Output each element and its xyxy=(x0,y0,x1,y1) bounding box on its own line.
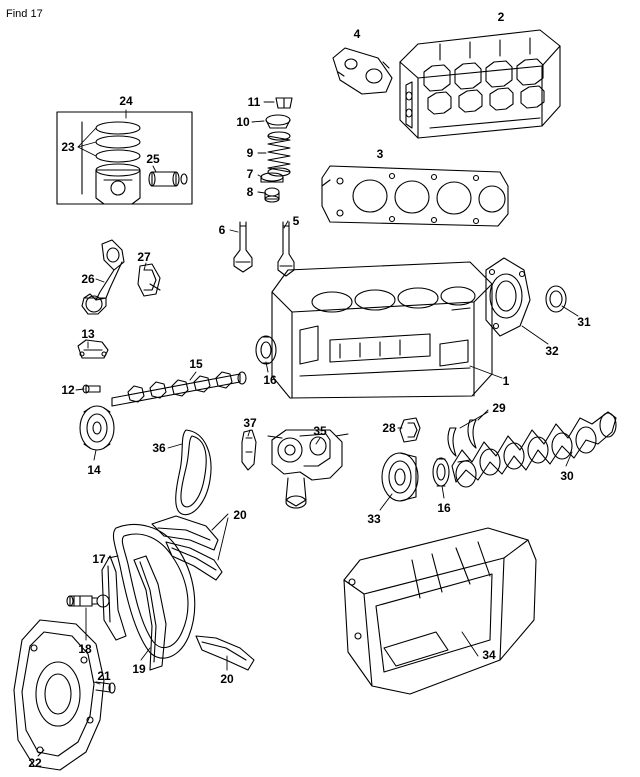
find-label: Find 17 xyxy=(6,8,43,20)
part-timing-chain xyxy=(102,525,195,659)
leader-33 xyxy=(380,494,392,510)
callout-34: 34 xyxy=(482,648,496,662)
leader-1 xyxy=(470,366,502,378)
leader-35 xyxy=(316,438,320,444)
part-oil-pump xyxy=(268,430,348,508)
callout-36: 36 xyxy=(152,441,166,455)
part-crankshaft-seal-left xyxy=(256,336,276,364)
part-oil-pump-tensioner xyxy=(242,430,256,470)
part-crankshaft-pulley xyxy=(382,453,418,501)
callout-13: 13 xyxy=(81,327,95,341)
part-valve-spring xyxy=(268,132,290,176)
part-connecting-rod-bearing xyxy=(138,264,160,296)
callout-21: 21 xyxy=(97,669,111,683)
part-rear-main-seal xyxy=(486,258,530,336)
leader-32 xyxy=(522,326,548,344)
callout-16: 16 xyxy=(263,373,277,387)
part-head-gasket xyxy=(322,166,508,226)
callout-35: 35 xyxy=(313,424,327,438)
callout-6: 6 xyxy=(218,223,226,237)
callout-31: 31 xyxy=(577,315,591,329)
leader-23 xyxy=(78,128,96,156)
part-camshaft-cap-bolt xyxy=(83,385,100,393)
leader-14 xyxy=(94,450,96,460)
callout-9: 9 xyxy=(246,146,254,160)
callout-19: 19 xyxy=(132,662,146,676)
part-camshaft xyxy=(112,372,246,406)
leader-36 xyxy=(168,444,182,448)
callout-14: 14 xyxy=(87,463,101,477)
callout-37: 37 xyxy=(243,416,257,430)
callout-12: 12 xyxy=(61,383,75,397)
callout-20b: 20 xyxy=(220,672,234,686)
part-piston-assembly-box xyxy=(57,112,192,204)
part-rear-seal-ring xyxy=(546,286,566,312)
callout-2: 2 xyxy=(497,10,505,24)
part-valve-spring-retainer xyxy=(266,115,290,128)
callout-30: 30 xyxy=(560,469,574,483)
callout-16b: 16 xyxy=(437,501,451,515)
leader-30 xyxy=(566,452,572,466)
leader-15 xyxy=(190,372,196,380)
callout-25: 25 xyxy=(146,152,160,166)
callout-11: 11 xyxy=(247,95,261,109)
callout-26: 26 xyxy=(81,272,95,286)
callout-5: 5 xyxy=(292,214,300,228)
leader-31 xyxy=(562,306,578,316)
part-cylinder-head-right xyxy=(400,30,560,138)
callout-27: 27 xyxy=(137,250,151,264)
callout-22: 22 xyxy=(28,756,42,770)
leader-5 xyxy=(284,221,288,228)
leader-16b xyxy=(442,486,444,498)
part-chain-tensioner-rail-upper xyxy=(152,516,222,580)
part-valve-keeper xyxy=(276,98,292,108)
leader-19 xyxy=(141,648,150,660)
callout-18: 18 xyxy=(78,642,92,656)
callout-32: 32 xyxy=(545,344,559,358)
leader-6 xyxy=(230,230,238,232)
callout-15: 15 xyxy=(189,357,203,371)
callout-24: 24 xyxy=(119,94,133,108)
part-pulley-seal xyxy=(433,458,449,486)
part-camshaft-sprocket xyxy=(80,406,114,450)
callout-1: 1 xyxy=(502,374,510,388)
callout-29: 29 xyxy=(492,401,506,415)
part-oil-pan xyxy=(344,528,536,694)
leader-26 xyxy=(96,279,104,282)
callout-4: 4 xyxy=(353,27,361,41)
part-camshaft-bearing-cap xyxy=(78,340,108,358)
part-cylinder-block xyxy=(272,262,492,398)
callout-23: 23 xyxy=(61,140,75,154)
part-thrust-washer-b xyxy=(468,420,476,448)
callout-7: 7 xyxy=(246,167,254,181)
leader-20 xyxy=(212,514,228,560)
part-exhaust-manifold-gasket xyxy=(333,48,392,94)
callout-17: 17 xyxy=(92,552,106,566)
callout-28: 28 xyxy=(382,421,396,435)
callout-20: 20 xyxy=(233,508,247,522)
part-chain-guide-lower xyxy=(196,636,254,670)
leader-27 xyxy=(144,263,146,270)
part-main-bearing-shell xyxy=(400,418,420,442)
part-valve-stem-seal xyxy=(265,188,279,202)
part-exhaust-valve xyxy=(234,222,252,272)
callout-8: 8 xyxy=(246,185,254,199)
part-timing-cover xyxy=(14,620,115,770)
part-valve-spring-seat xyxy=(261,173,283,182)
part-thrust-washer-a xyxy=(448,428,456,456)
part-intake-valve xyxy=(278,222,294,276)
callout-10: 10 xyxy=(236,115,250,129)
part-crankshaft xyxy=(452,412,616,487)
callout-33: 33 xyxy=(367,512,381,526)
callout-3: 3 xyxy=(376,147,384,161)
leader-25 xyxy=(153,166,156,172)
part-oil-pump-chain xyxy=(176,430,211,515)
leader-8 xyxy=(258,192,265,193)
leader-10 xyxy=(252,121,264,122)
